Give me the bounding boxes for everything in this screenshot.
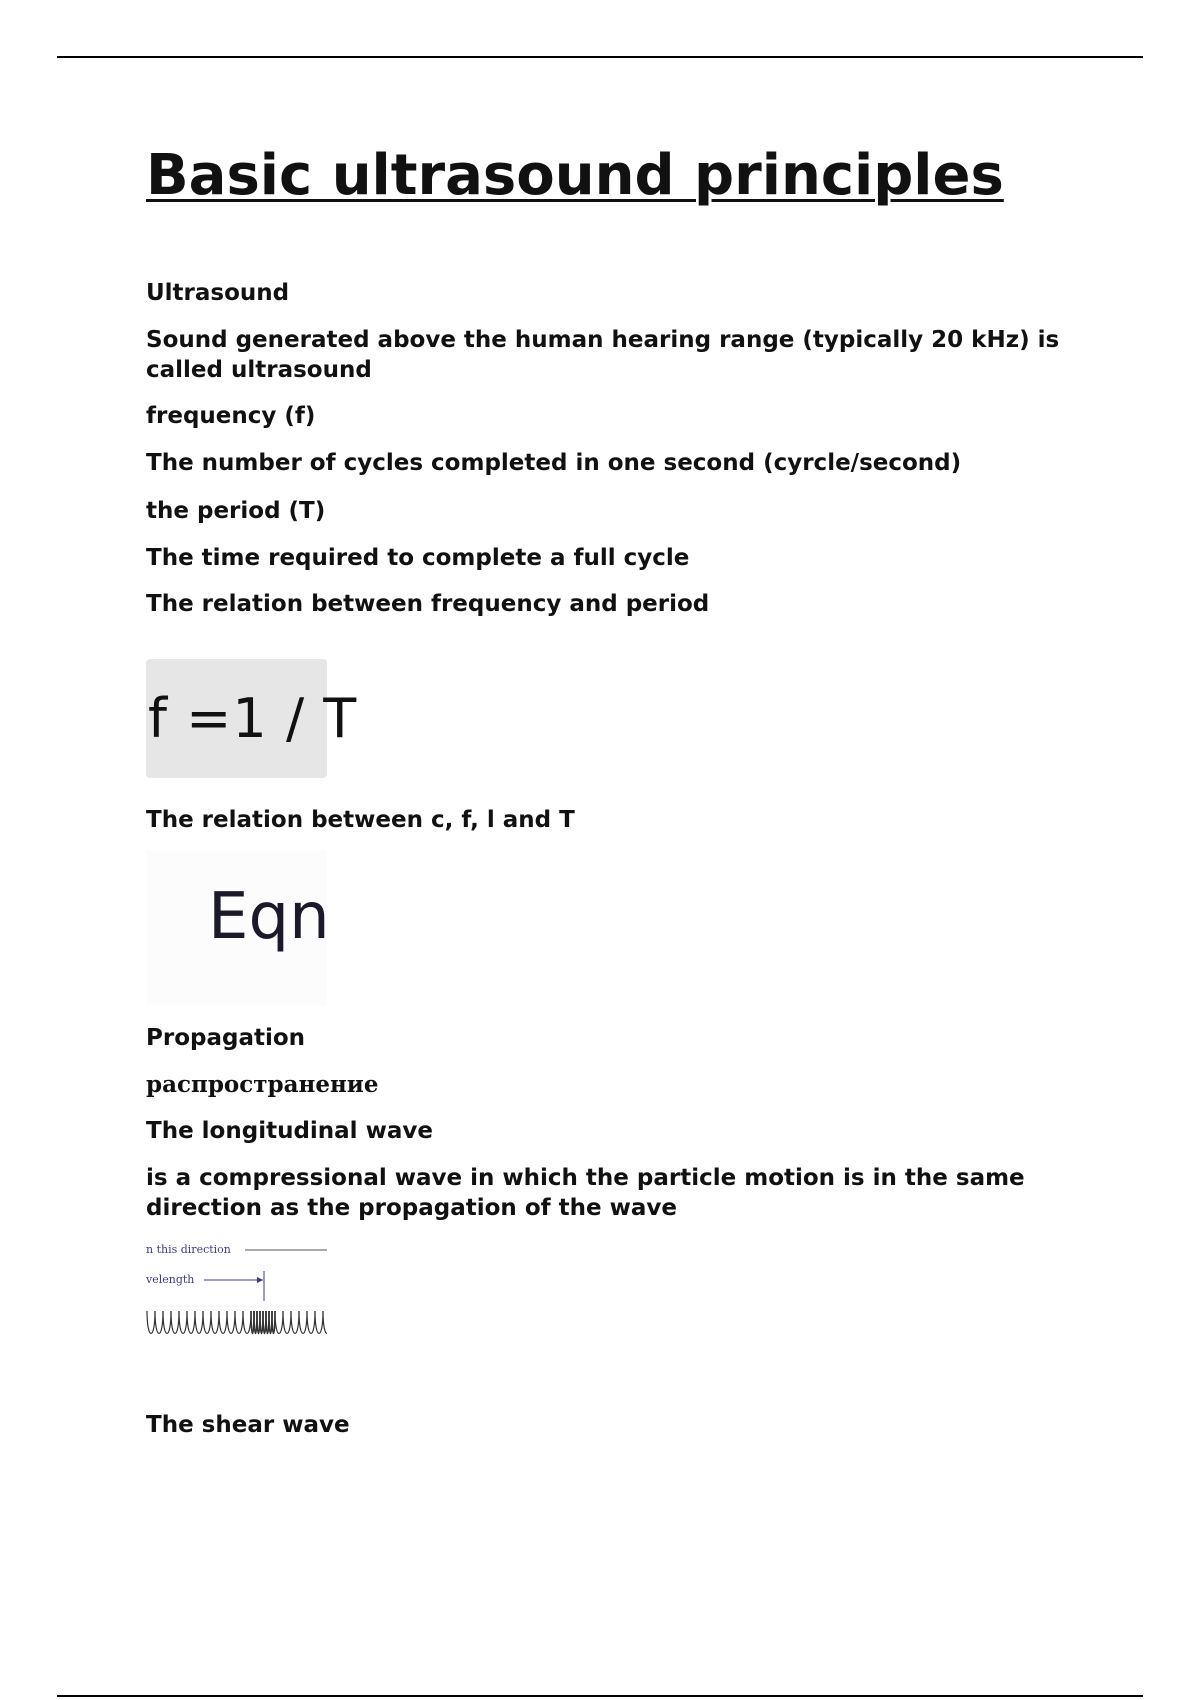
wave-coil [179,1311,187,1334]
wave-coil [219,1311,227,1334]
longitudinal-wave-image [146,1241,327,1396]
wave-coil [283,1311,291,1334]
wave-coil [227,1311,235,1334]
top-rule [57,56,1143,58]
wave-coil [155,1311,163,1334]
propagation-russian: распространение [146,1071,379,1098]
frequency-definition: The number of cycles completed in one second (cyrcle/second) [146,450,962,476]
wave-coil [299,1311,307,1334]
wave-coils [147,1311,327,1334]
wave-coil [171,1311,179,1334]
wave-coil [323,1311,327,1334]
wave-coil [275,1311,283,1334]
wave-coil [195,1311,203,1334]
wave-coil [315,1311,323,1334]
heading-period: the period (T) [146,498,326,524]
period-definition: The time required to complete a full cycle [146,545,690,571]
wave-coil [235,1311,243,1334]
wave-coil [291,1311,299,1334]
wave-label-direction: n this direction [146,1243,231,1256]
wave-coil [211,1311,219,1334]
formula-text: f =1 / T [148,687,358,750]
wave-coil [187,1311,195,1334]
wave-coil [203,1311,211,1334]
heading-shear-wave: The shear wave [146,1412,350,1438]
equation-image [146,850,330,1005]
page-title: Basic ultrasound principles [146,143,1004,208]
wave-coil [243,1311,251,1334]
wavelength-arrowhead [257,1277,263,1283]
wave-diagram [146,1241,327,1396]
heading-frequency: frequency (f) [146,403,316,429]
equation-placeholder-text: Eqn [208,880,330,954]
frequency-period-relation: The relation between frequency and period [146,591,710,617]
ultrasound-definition: Sound generated above the human hearing range (typically 20 kHz) is called ultrasound [146,327,1060,383]
c-f-l-t-relation: The relation between c, f, l and T [146,807,575,833]
wave-coil [163,1311,171,1334]
wave-coil [307,1311,315,1334]
longitudinal-wave-definition: is a compressional wave in which the particle motion is in the same direction as the propagation of the wave [146,1165,1025,1221]
wave-coil [147,1311,155,1334]
wave-label-wavelength: velength [146,1273,195,1286]
heading-longitudinal-wave: The longitudinal wave [146,1118,433,1144]
heading-propagation: Propagation [146,1025,306,1051]
bottom-rule [57,1695,1143,1697]
formula-image [146,659,358,778]
heading-ultrasound: Ultrasound [146,280,290,306]
